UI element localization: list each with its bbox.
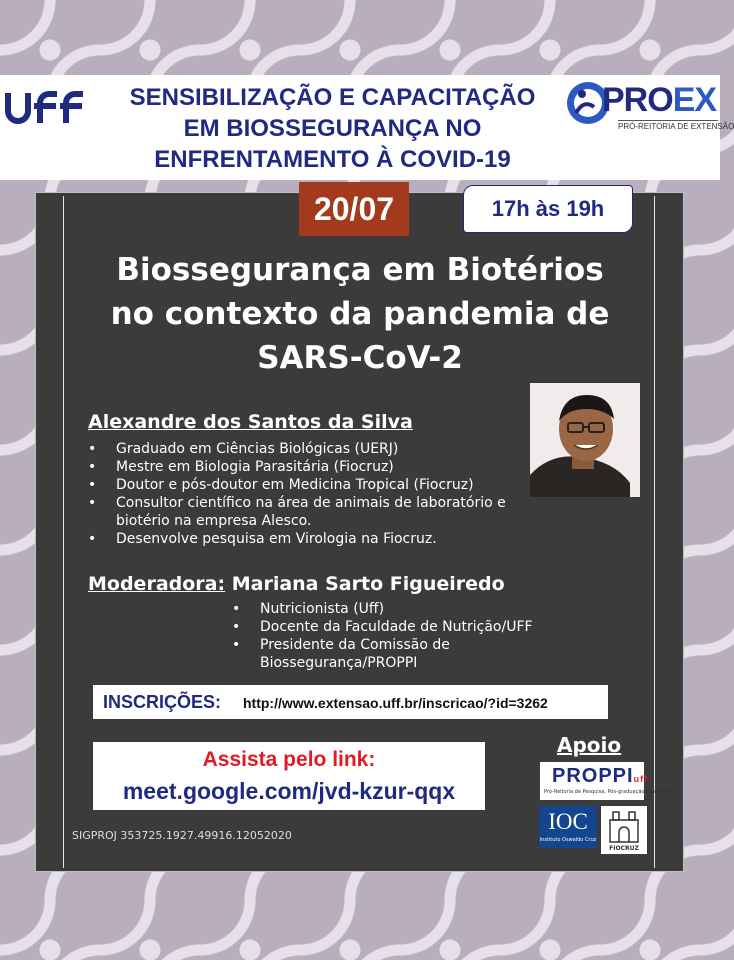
registration-link[interactable]: http://www.extensao.uff.br/inscricao/?id=3262 — [243, 695, 548, 711]
moderator-label: Moderadora: — [88, 573, 226, 595]
moderator-line — [88, 573, 505, 595]
fiocruz-logo-icon — [601, 806, 647, 854]
registration-label: INSCRIÇÕES: — [103, 692, 222, 712]
moderator-name: Mariana Sarto Figueiredo — [231, 573, 505, 595]
proex-subtitle: PRÓ-REITORIA DE EXTENSÃO — [618, 122, 734, 131]
talk-title-line: SARS-CoV-2 — [257, 340, 463, 376]
header-banner — [0, 75, 734, 180]
list-item: • Docente da Faculdade de Nutrição/UFF — [232, 618, 572, 636]
proppi-wordmark: PROPPIuff — [552, 765, 649, 787]
proex-wordmark: PROEX — [602, 81, 717, 119]
meeting-link[interactable]: meet.google.com/jvd-kzur-qqx — [122, 778, 456, 804]
list-item: • Doutor e pós-doutor em Medicina Tropical (Fiocruz) — [88, 476, 548, 494]
event-series-title — [95, 82, 570, 175]
series-title-line: ENFRENTAMENTO À COVID-19 — [154, 146, 511, 173]
proex-logo-icon — [566, 77, 734, 137]
list-item: • Nutricionista (Uff) — [232, 600, 572, 618]
sigproj-code: SIGPROJ 353725.1927.49916.12052020 — [72, 829, 292, 842]
ioc-subtitle: Instituto Oswaldo Cruz — [539, 837, 597, 843]
proppi-logo-icon — [540, 762, 674, 800]
ioc-logo-icon — [539, 806, 597, 848]
list-item: • Graduado em Ciências Biológicas (UERJ) — [88, 440, 548, 458]
list-item: • Presidente da Comissão de Biossegurança/PROPPI — [232, 636, 572, 672]
event-time: 17h às 19h — [463, 185, 633, 233]
registration-box — [93, 685, 608, 719]
fiocruz-subtitle: FIOCRUZ — [609, 845, 639, 852]
list-item: • Desenvolve pesquisa em Virologia na Fiocruz. — [88, 530, 548, 548]
list-item: • Mestre em Biologia Parasitária (Fiocruz) — [88, 458, 548, 476]
talk-title — [70, 248, 650, 380]
moderator-bio-list — [232, 600, 572, 672]
speaker-name: Alexandre dos Santos da Silva — [88, 411, 413, 433]
series-title-line: SENSIBILIZAÇÃO E CAPACITAÇÃO — [129, 84, 536, 111]
series-title-line: EM BIOSSEGURANÇA NO — [183, 115, 482, 142]
speaker-bio-list — [88, 440, 548, 548]
speaker-photo-icon — [530, 383, 640, 497]
event-date: 20/07 — [299, 182, 409, 236]
watch-lead-text: Assista pelo link: — [202, 748, 376, 771]
ioc-wordmark: IOC — [548, 809, 588, 834]
uff-logo-icon — [6, 89, 92, 129]
talk-title-line: Biossegurança em Biotérios — [116, 252, 604, 288]
talk-title-line: no contexto da pandemia de — [110, 296, 610, 332]
watch-link-box — [93, 742, 485, 810]
proppi-subtitle: Pró-Reitoria de Pesquisa, Pós-graduação e Inovação — [544, 789, 674, 795]
support-label: Apoio — [557, 733, 622, 757]
list-item: • Consultor científico na área de animais de laboratório e biotério na empresa Alesco. — [88, 494, 548, 530]
